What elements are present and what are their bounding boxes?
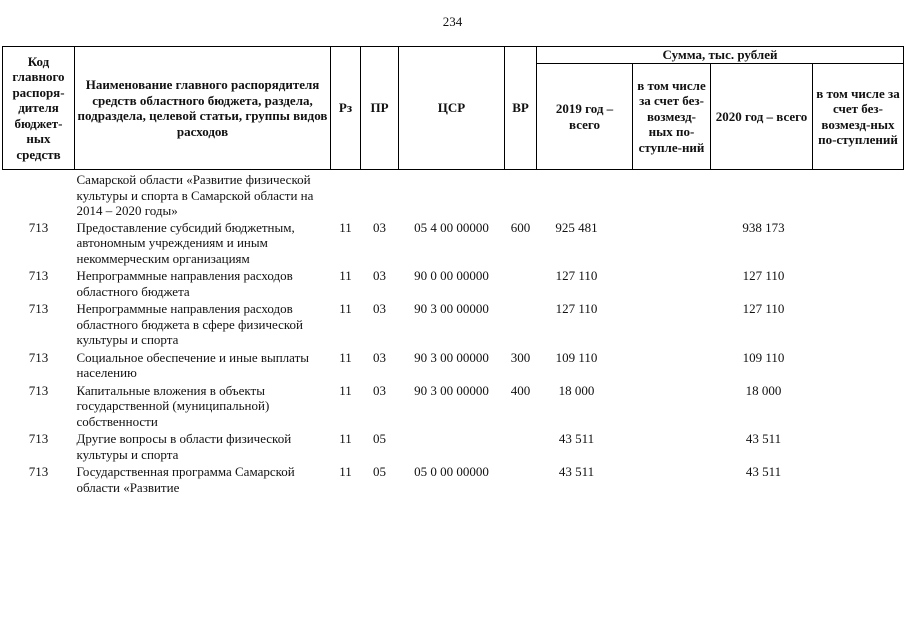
row-2020-total: 109 110 — [742, 349, 785, 365]
table-row — [3, 382, 904, 431]
row-2019-grants — [633, 463, 711, 496]
row-code: 713 — [28, 219, 49, 235]
row-pr: 03 — [373, 382, 386, 398]
row-2020-total: 18 000 — [745, 382, 782, 398]
row-2019-total: 127 110 — [555, 268, 598, 283]
row-2019-total: 127 110 — [555, 301, 598, 316]
row-name: Государственная программа Самарской области «Развитие — [76, 464, 295, 495]
header-pr: ПР — [361, 47, 399, 170]
budget-table — [2, 46, 904, 496]
row-rz: 11 — [339, 301, 352, 316]
row-rz: 11 — [339, 349, 352, 365]
row-pr: 05 — [373, 431, 386, 446]
row-code: 713 — [28, 464, 49, 479]
row-rz: 11 — [339, 219, 352, 235]
header-code: Код главного распоря-дителя бюджет-ных средств — [3, 47, 75, 170]
row-pr: 03 — [373, 268, 386, 283]
row-csr: 05 0 00 00000 — [414, 464, 489, 479]
row-vr — [505, 430, 537, 463]
row-vr — [505, 170, 537, 219]
table-row — [3, 430, 904, 463]
row-rz: 11 — [339, 382, 352, 398]
row-rz: 11 — [339, 431, 352, 446]
row-vr — [505, 267, 537, 300]
table-row — [3, 349, 904, 382]
row-pr: 03 — [373, 349, 386, 365]
table-row — [3, 219, 904, 268]
row-csr: 90 3 00 00000 — [414, 382, 489, 398]
row-2020-grants — [813, 267, 904, 300]
row-code: 713 — [28, 268, 49, 283]
row-vr — [505, 463, 537, 496]
row-code: 713 — [28, 431, 49, 446]
row-2020-total: 127 110 — [742, 301, 785, 316]
row-2020-total: 127 110 — [742, 268, 785, 283]
row-2020-total: 43 511 — [745, 431, 782, 446]
row-csr: 90 3 00 00000 — [414, 301, 489, 316]
row-code: 713 — [28, 301, 49, 316]
header-rz: Рз — [331, 47, 361, 170]
table-row — [3, 463, 904, 496]
row-name: Социальное обеспечение и иные выплаты населению — [76, 349, 310, 380]
header-sum: Сумма, тыс. рублей — [537, 47, 904, 64]
header-csr: ЦСР — [399, 47, 505, 170]
row-rz: 11 — [339, 268, 352, 283]
row-2020-grants — [813, 382, 904, 431]
page-number: 234 — [442, 14, 463, 29]
row-csr — [399, 430, 505, 463]
row-2019-grants — [633, 267, 711, 300]
row-2019-grants — [633, 430, 711, 463]
table-header — [3, 47, 904, 170]
row-vr — [505, 300, 537, 349]
row-name: Другие вопросы в области физической культуры и спорта — [76, 431, 292, 462]
row-2020-grants — [813, 430, 904, 463]
row-2019-total: 43 511 — [558, 464, 595, 479]
table-row — [3, 170, 904, 219]
row-vr: 600 — [510, 219, 531, 235]
table-row — [3, 267, 904, 300]
row-2020-grants — [813, 300, 904, 349]
row-rz — [331, 170, 361, 219]
row-pr: 05 — [373, 464, 386, 479]
row-2019-total: 925 481 — [555, 219, 598, 235]
row-name: Капитальные вложения в объекты государственной (муниципальной) собственности — [76, 382, 270, 429]
row-2020-total — [711, 170, 813, 219]
table-row — [3, 300, 904, 349]
row-pr — [361, 170, 399, 219]
row-2019-grants — [633, 382, 711, 431]
row-2019-grants — [633, 219, 711, 268]
row-2019-grants — [633, 349, 711, 382]
header-2020-grants: в том числе за счет без-возмезд-ных по-ступлений — [813, 64, 904, 170]
row-2020-total: 43 511 — [745, 464, 782, 479]
row-code: 713 — [28, 382, 49, 398]
header-2019-grants: в том числе за счет без-возмезд-ных по-ступле-ний — [633, 64, 711, 170]
row-code: 713 — [28, 349, 49, 365]
row-name: Непрограммные направления расходов областного бюджета в сфере физической культуры и спорта — [76, 301, 303, 347]
row-pr: 03 — [373, 219, 386, 235]
row-2019-total: 43 511 — [558, 431, 595, 446]
row-csr — [399, 170, 505, 219]
row-2020-grants — [813, 349, 904, 382]
row-2019-grants — [633, 170, 711, 219]
row-vr: 300 — [510, 349, 531, 365]
row-code — [3, 170, 75, 219]
row-name: Непрограммные направления расходов областного бюджета — [76, 268, 293, 299]
row-2020-grants — [813, 170, 904, 219]
row-2020-grants — [813, 219, 904, 268]
header-vr: ВР — [505, 47, 537, 170]
row-2019-total: 109 110 — [555, 349, 598, 365]
row-name: Самарской области «Развитие физической культуры и спорта в Самарской области на 2014 – 2020 годы» — [76, 172, 314, 218]
row-2020-total: 938 173 — [742, 219, 785, 235]
row-2019-total: 18 000 — [558, 382, 595, 398]
header-2019-total: 2019 год – всего — [537, 64, 633, 170]
row-name: Предоставление субсидий бюджетным, автономным учреждениям и иным некоммерческим организациям — [76, 219, 295, 266]
header-2020-total: 2020 год – всего — [711, 64, 813, 170]
row-2020-grants — [813, 463, 904, 496]
row-csr: 05 4 00 00000 — [414, 219, 489, 235]
header-name: Наименование главного распорядителя средств областного бюджета, раздела, подраздела, целевой статьи, группы видов расходов — [75, 47, 331, 170]
row-2019-total — [537, 170, 633, 219]
row-csr: 90 0 00 00000 — [414, 268, 489, 283]
row-2019-grants — [633, 300, 711, 349]
table-body — [3, 170, 904, 497]
row-rz: 11 — [339, 464, 352, 479]
row-pr: 03 — [373, 301, 386, 316]
row-vr: 400 — [510, 382, 531, 398]
row-csr: 90 3 00 00000 — [414, 349, 489, 365]
